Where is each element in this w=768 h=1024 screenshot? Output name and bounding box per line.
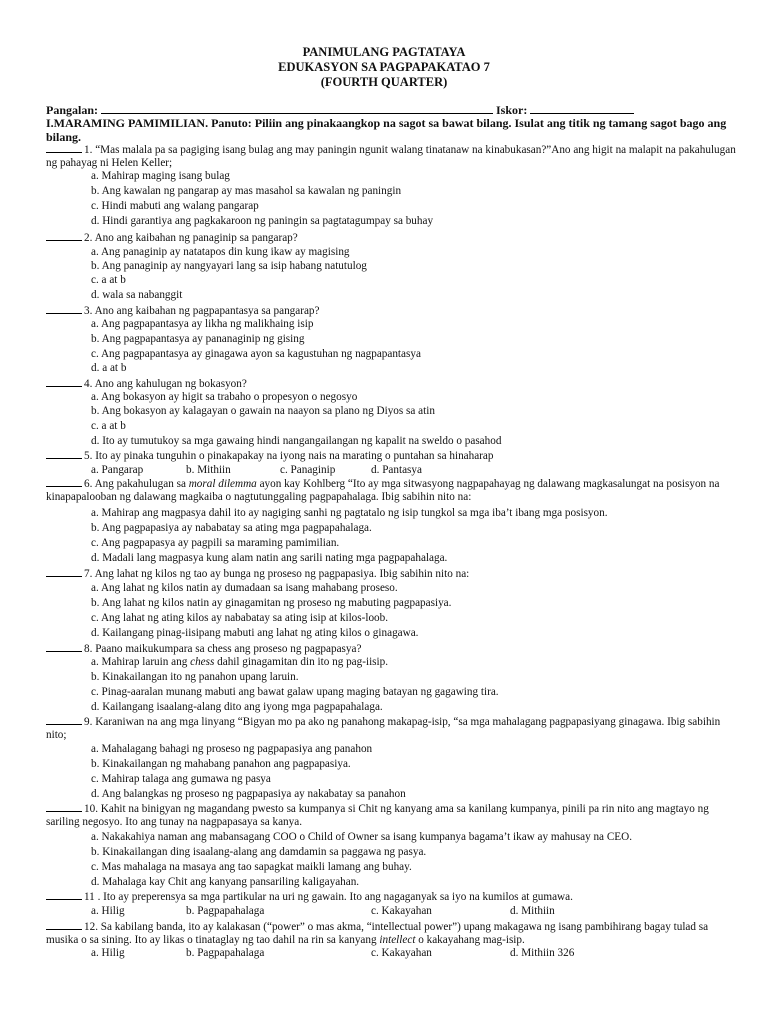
question-4: 4. Ano ang kahulugan ng bokasyon?: [46, 377, 736, 391]
option: a. Ang pagpapantasya ay likha ng malikhaing isip: [91, 318, 314, 330]
answer-blank[interactable]: [46, 642, 82, 652]
option: b. Ang pagpapantasya ay pananaginip ng gising: [91, 333, 305, 345]
option: b. Ang bokasyon ay kalagayan o gawain na naayon sa plano ng Diyos sa atin: [91, 405, 435, 417]
option: b. Ang lahat ng kilos natin ay ginagamitan ng proseso ng mabuting pagpapasiya.: [91, 597, 452, 609]
option: a. Mahirap maging isang bulag: [91, 170, 230, 182]
option: a. Mahalagang bahagi ng proseso ng pagpapasiya ang panahon: [91, 743, 373, 755]
question-10: 10. Kahit na binigyan ng magandang pwesto sa kumpanya si Chit ng kanyang ama sa kanilang kumpanya, pinili pa rin nito ang magtayo ng sariling negosyo. Ito ang tunay na nagpapasaya sa kanya.: [46, 803, 709, 829]
option: c. Kakayahan: [371, 947, 432, 959]
name-field[interactable]: [101, 102, 493, 114]
option: a. Mahirap laruin ang chess dahil ginagamitan din ito ng pag-iisip.: [91, 656, 389, 668]
question-3: 3. Ano ang kaibahan ng pagpapantasya sa pangarap?: [46, 304, 736, 318]
option: c. Ang lahat ng ating kilos ay nababatay sa ating isip at kilos-loob.: [91, 612, 389, 624]
score-label: Iskor:: [496, 103, 528, 117]
option: d. wala sa nabanggit: [91, 289, 183, 301]
answer-blank[interactable]: [46, 715, 82, 725]
option: b. Mithiin: [186, 464, 231, 476]
question-8: 8. Paano maikukumpara sa chess ang proseso ng pagpapasya?: [46, 642, 736, 656]
option: a. Ang panaginip ay natatapos din kung ikaw ay magising: [91, 246, 350, 258]
answer-blank[interactable]: [46, 920, 82, 930]
answer-blank[interactable]: [46, 449, 82, 459]
option: d. Kailangang pinag-iisipang mabuti ang lahat ng ating kilos o ginagawa.: [91, 627, 419, 639]
option: c. Pinag-aaralan munang mabuti ang bawat galaw upang maging batayan ng gagawing tira.: [91, 686, 499, 698]
option: d. Hindi garantiya ang pagkakaroon ng paningin sa pagtatagumpay sa buhay: [91, 215, 434, 227]
question-9: 9. Karaniwan na ang mga linyang “Bigyan mo pa ako ng panahong makapag-isip, “sa mga mahalagang pagpapasiyang ginagawa. Ibig sabihin nito;: [46, 716, 721, 742]
option: c. a at b: [91, 420, 126, 432]
option: a. Hilig: [91, 947, 125, 959]
option: d. Madali lang magpasya kung alam natin ang sarili nating mga pagpapahalaga.: [91, 552, 448, 564]
option: a. Pangarap: [91, 464, 144, 476]
question-6: 6. Ang pakahulugan sa moral dilemma ayon kay Kohlberg “Ito ay mga sitwasyong nagpapahayag ng dalawang magkasalungat na posisyon na kinapapalooban ng dalawang magkaiba o nagtutunggaling pagpapahalaga. Ibig sabihin nito na:: [46, 478, 720, 504]
question-2: 2. Ano ang kaibahan ng panaginip sa pangarap?: [46, 231, 736, 245]
question-7: 7. Ang lahat ng kilos ng tao ay bunga ng proseso ng pagpapasiya. Ibig sabihin nito na:: [46, 567, 736, 581]
question-1: 1. “Mas malala pa sa pagiging isang bulag ang may paningin ngunit walang tinatanaw na kinabukasan?”Ano ang higit na malapit na pakahulugan ng pahayag ni Helen Keller;: [46, 144, 736, 170]
score-field[interactable]: [530, 102, 634, 114]
option: a. Ang bokasyon ay higit sa trabaho o propesyon o negosyo: [91, 391, 358, 403]
answer-blank[interactable]: [46, 890, 82, 900]
option: c. a at b: [91, 274, 126, 286]
question-12: 12. Sa kabilang banda, ito ay kalakasan (“power” o mas akma, “intellectual power”) upang makagawa ng isang pambihirang bagay tulad sa musika o sa sining. Ito ay likas o tinataglay ng tao dahil na rin sa kanyang intellect o kakayahang mag-isip.: [46, 921, 709, 947]
option: b. Ang panaginip ay nangyayari lang sa isip habang natutulog: [91, 260, 367, 272]
option: b. Ang pagpapasiya ay nababatay sa ating mga pagpapahalaga.: [91, 522, 372, 534]
option: d. Mahalaga kay Chit ang kanyang pansariling kaligayahan.: [91, 876, 360, 888]
option: b. Ang kawalan ng pangarap ay mas masahol sa kawalan ng paningin: [91, 185, 402, 197]
question-11: 11 . Ito ay preperensya sa mga partikular na uri ng gawain. Ito ang nagaganyak sa iyo na kumilos at gumawa.: [46, 890, 736, 904]
option: d. Kailangang isaalang-alang dito ang iyong mga pagpapahalaga.: [91, 701, 383, 713]
option: c. Mahirap talaga ang gumawa ng pasya: [91, 773, 271, 785]
exam-title: PANIMULANG PAGTATAYA: [302, 45, 466, 59]
option: b. Kinakailangan ding isaalang-alang ang damdamin sa paggawa ng pasya.: [91, 846, 427, 858]
option: c. Panaginip: [280, 464, 336, 476]
option: a. Nakakahiya naman ang mabansagang COO o Child of Owner sa isang kumpanya bagama’t ikaw ay mahusay na CEO.: [91, 831, 632, 843]
option: b. Pagpapahalaga: [186, 905, 265, 917]
option: c. Kakayahan: [371, 905, 432, 917]
option: b. Kinakailangan ito ng panahon upang laruin.: [91, 671, 299, 683]
answer-blank[interactable]: [46, 304, 82, 314]
option: c. Ang pagpapasya ay pagpili sa maraming pamimilian.: [91, 537, 340, 549]
answer-blank[interactable]: [46, 802, 82, 812]
option: d. Ang balangkas ng proseso ng pagpapasiya ay nakabatay sa panahon: [91, 788, 406, 800]
answer-blank[interactable]: [46, 231, 82, 241]
option: d. Mithiin 326: [510, 947, 575, 959]
answer-blank[interactable]: [46, 477, 82, 487]
answer-blank[interactable]: [46, 143, 82, 153]
option: d. a at b: [91, 362, 127, 374]
exam-quarter: (FOURTH QUARTER): [320, 75, 448, 89]
option: c. Mas mahalaga na masaya ang tao sapagkat maikli lamang ang buhay.: [91, 861, 412, 873]
option: c. Ang pagpapantasya ay ginagawa ayon sa kagustuhan ng nagpapantasya: [91, 348, 421, 360]
option: d. Pantasya: [371, 464, 422, 476]
option: a. Mahirap ang magpasya dahil ito ay nagiging sanhi ng pagtatalo ng isip tungkol sa mga iba’t ibang mga posisyon.: [91, 507, 608, 519]
answer-blank[interactable]: [46, 567, 82, 577]
option: d. Ito ay tumutukoy sa mga gawaing hindi nangangailangan ng kapalit na sweldo o pasahod: [91, 435, 502, 447]
option: b. Pagpapahalaga: [186, 947, 265, 959]
instructions: I.MARAMING PAMIMILIAN. Panuto: Piliin ang pinakaangkop na sagot sa bawat bilang. Isulat ang titik ng tamang sagot bago ang bilang.: [46, 116, 727, 144]
answer-blank[interactable]: [46, 377, 82, 387]
option: a. Hilig: [91, 905, 125, 917]
exam-subject: EDUKASYON SA PAGPAPAKATAO 7: [278, 60, 490, 74]
option: b. Kinakailangan ng mahabang panahon ang pagpapasiya.: [91, 758, 351, 770]
name-label: Pangalan:: [46, 103, 99, 117]
option: d. Mithiin: [510, 905, 555, 917]
question-5: 5. Ito ay pinaka tunguhin o pinakapakay na iyong nais na marating o puntahan sa hinaharap: [46, 449, 736, 463]
option: c. Hindi mabuti ang walang pangarap: [91, 200, 259, 212]
option: a. Ang lahat ng kilos natin ay dumadaan sa isang mahabang proseso.: [91, 582, 398, 594]
